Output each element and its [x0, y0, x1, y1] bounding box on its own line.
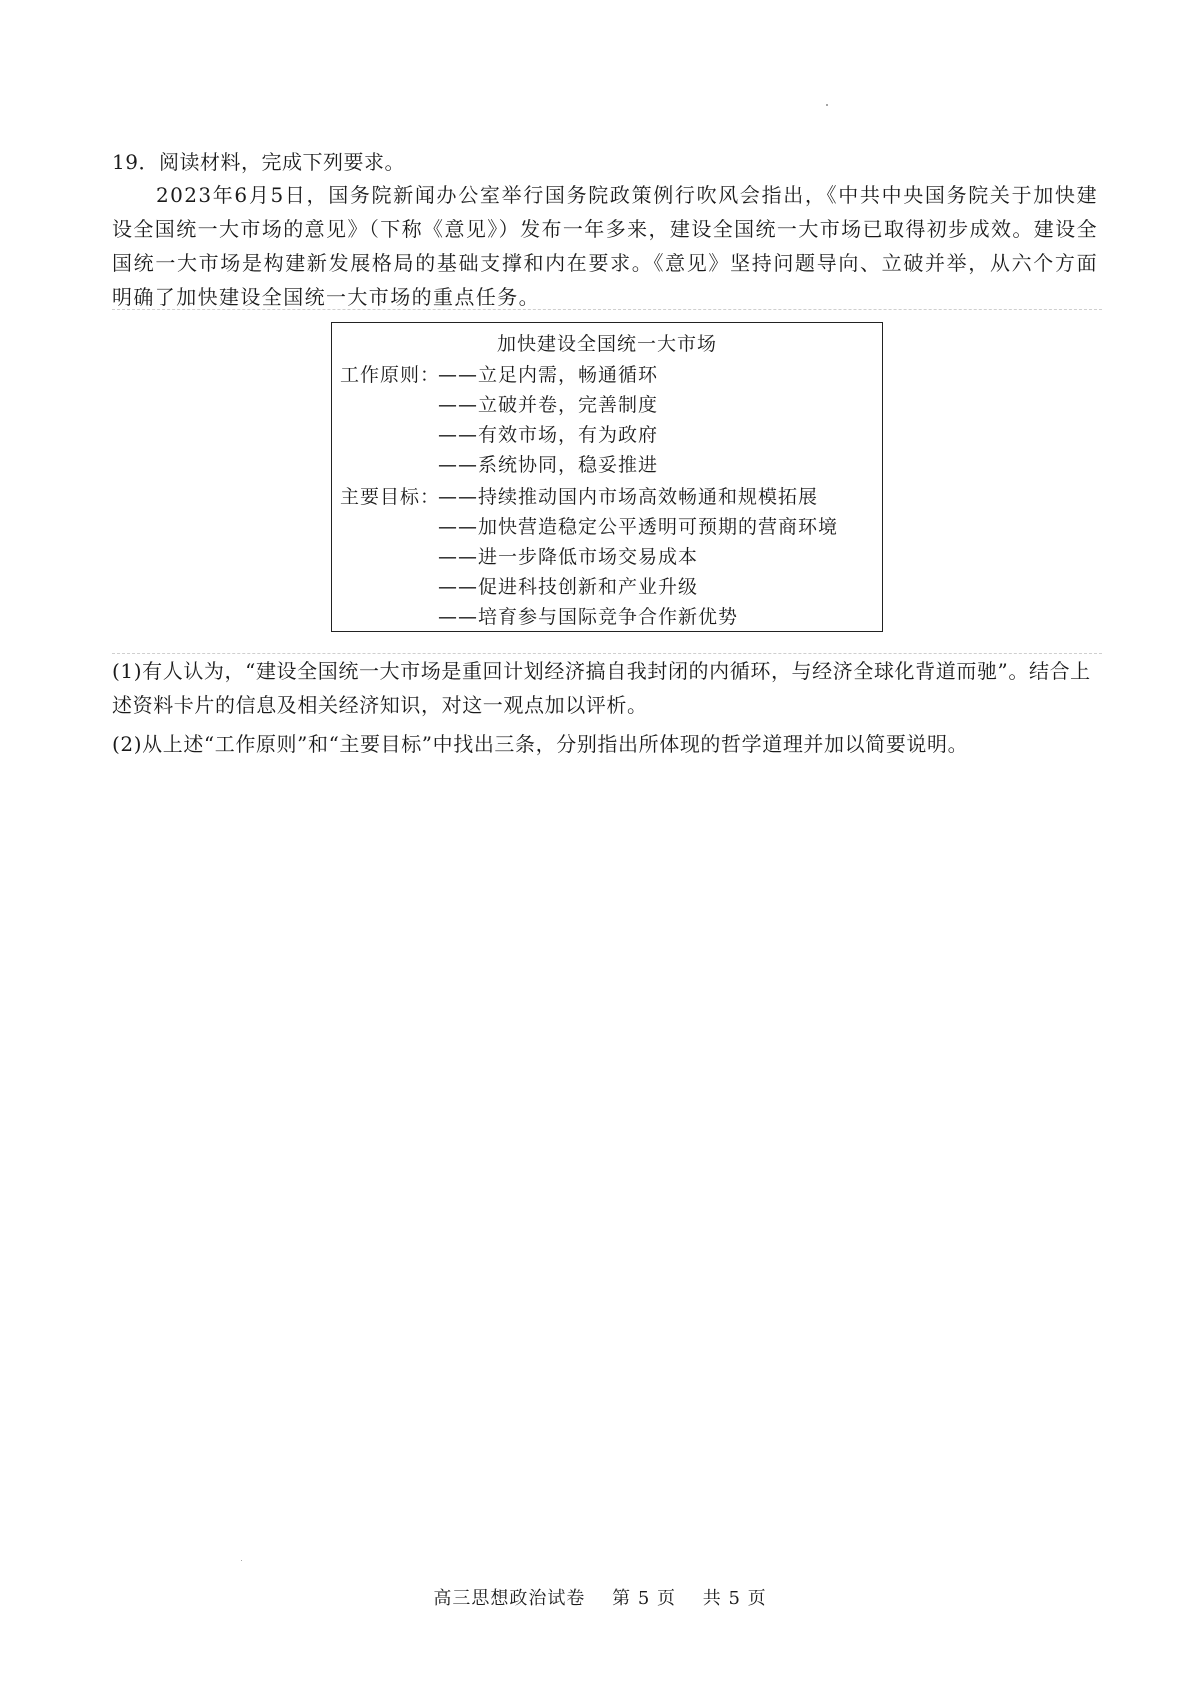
- footer-page-number: 第 5 页: [612, 1588, 676, 1609]
- goal-item: ——进一步降低市场交易成本: [438, 546, 699, 568]
- dotted-divider: [112, 309, 1102, 310]
- principle-item: ——有效市场，有为政府: [438, 424, 659, 446]
- scan-speck: [826, 104, 828, 106]
- footer-subject: 高三思想政治试卷: [433, 1588, 586, 1609]
- scan-speck: [241, 1560, 242, 1561]
- sub-question-1: (1)有人认为，“建设全国统一大市场是重回计划经济搞自我封闭的内循环，与经济全球化背道而驰”。结合上述资料卡片的信息及相关经济知识，对这一观点加以评析。: [112, 659, 1091, 717]
- card-title: 加快建设全国统一大市场: [496, 333, 717, 355]
- footer-total-pages: 共 5 页: [702, 1588, 767, 1609]
- goal-item: ——促进科技创新和产业升级: [438, 576, 699, 598]
- goals-label: 主要目标：: [340, 486, 441, 508]
- principle-item: ——系统协同，稳妥推进: [438, 454, 659, 476]
- goal-item: ——持续推动国内市场高效畅通和规模拓展: [438, 486, 819, 508]
- info-card: [331, 322, 883, 632]
- page-footer: [0, 1584, 1200, 1610]
- principle-item: ——立足内需，畅通循环: [438, 364, 659, 386]
- sub-question-2: (2)从上述“工作原则”和“主要目标”中找出三条，分别指出所体现的哲学道理并加以简要说明。: [112, 732, 969, 756]
- question-title: 19．阅读材料，完成下列要求。: [112, 150, 405, 174]
- goal-item: ——加快营造稳定公平透明可预期的营商环境: [438, 516, 839, 538]
- principles-label: 工作原则：: [340, 364, 441, 386]
- goal-item: ——培育参与国际竞争合作新优势: [438, 606, 739, 628]
- principle-item: ——立破并卷，完善制度: [438, 394, 659, 416]
- question-material: 2023年6月5日，国务院新闻办公室举行国务院政策例行吹风会指出，《中共中央国务院关于加快建设全国统一大市场的意见》（下称《意见》）发布一年多来，建设全国统一大市场已取得初步成效。建设全国统一大市场是构建新发展格局的基础支撑和内在要求。《意见》坚持问题导向、立破并举，从六个方面明确了加快建设全国统一大市场的重点任务。: [112, 183, 1098, 309]
